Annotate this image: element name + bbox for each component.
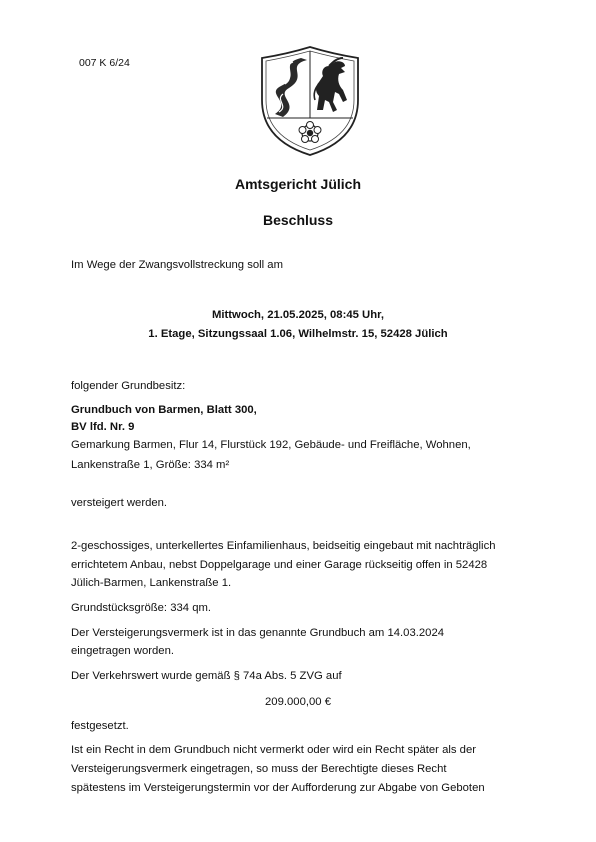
description-line-1: 2-geschossiges, unterkellertes Einfamilienhaus, beidseitig eingebaut mit nachträglich (71, 540, 496, 552)
description-line-3: Jülich-Barmen, Lankenstraße 1. (71, 577, 232, 589)
verkehrswert-text: Der Verkehrswert wurde gemäß § 74a Abs. 5 ZVG auf (71, 670, 342, 682)
recht-line-1: Ist ein Recht in dem Grundbuch nicht vermerkt oder wird ein Recht später als der (71, 744, 476, 756)
nrw-coat-of-arms (257, 44, 363, 158)
property-intro: folgender Grundbesitz: (71, 380, 186, 392)
gemarkung-line-1: Gemarkung Barmen, Flur 14, Flurstück 192, Gebäude- und Freifläche, Wohnen, (71, 439, 471, 451)
versteigert-text: versteigert werden. (71, 497, 168, 509)
recht-line-2: Versteigerungsvermerk eingetragen, so muss der Berechtigte dieses Recht (71, 763, 447, 775)
valuation-amount: 209.000,00 € (265, 696, 331, 708)
vermerk-line-1: Der Versteigerungsvermerk ist in das genannte Grundbuch am 14.03.2024 (71, 627, 445, 639)
auction-date: Mittwoch, 21.05.2025, 08:45 Uhr, (211, 309, 385, 321)
document-type: Beschluss (262, 212, 334, 228)
vermerk-line-2: eingetragen worden. (71, 645, 175, 657)
festgesetzt-text: festgesetzt. (71, 720, 129, 732)
property-size: Grundstücksgröße: 334 qm. (71, 602, 212, 614)
bv-number: BV lfd. Nr. 9 (71, 421, 135, 433)
case-number: 007 K 6/24 (79, 57, 130, 69)
gemarkung-line-2: Lankenstraße 1, Größe: 334 m² (71, 459, 230, 471)
recht-line-3: spätestens im Versteigerungstermin vor der Aufforderung zur Abgabe von Geboten (71, 782, 485, 794)
auction-location: 1. Etage, Sitzungssaal 1.06, Wilhelmstr. 15, 52428 Jülich (148, 328, 448, 340)
court-name: Amtsgericht Jülich (234, 176, 362, 192)
grundbuch-entry: Grundbuch von Barmen, Blatt 300, (71, 404, 257, 416)
intro-text: Im Wege der Zwangsvollstreckung soll am (71, 259, 284, 271)
description-line-2: errichtetem Anbau, nebst Doppelgarage und einer Garage rückseitig offen in 52428 (71, 559, 488, 571)
